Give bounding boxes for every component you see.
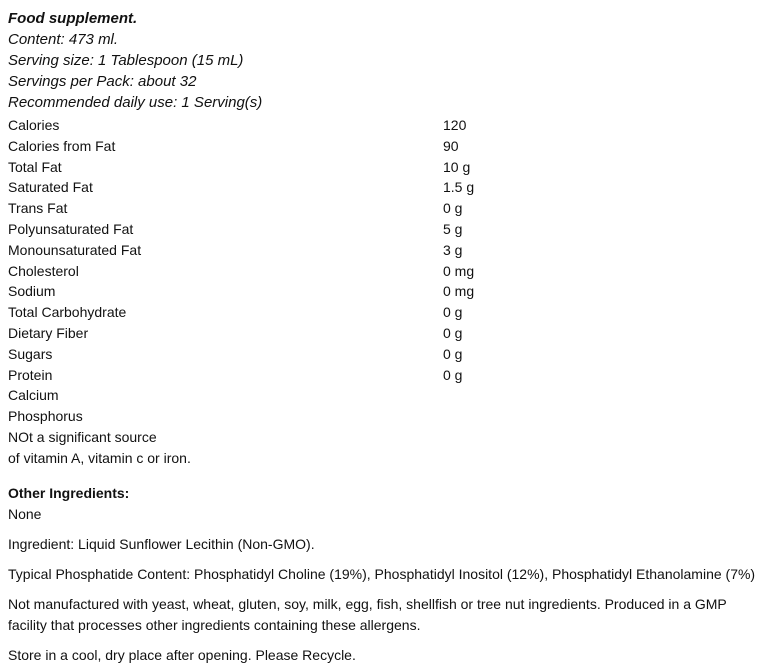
table-row bbox=[8, 365, 768, 386]
nutrient-label: Polyunsaturated Fat bbox=[8, 220, 134, 237]
nutrient-label: Protein bbox=[8, 366, 53, 383]
table-row bbox=[8, 406, 768, 427]
content-line: Content: 473 ml. bbox=[8, 31, 119, 48]
nutrient-value: 0 g bbox=[443, 200, 463, 217]
nutrient-value: 120 bbox=[443, 117, 467, 133]
nutrient-value: 90 bbox=[443, 137, 459, 154]
nutrient-value: 5 g bbox=[443, 220, 463, 237]
phosphatide-content-paragraph: Typical Phosphatide Content: Phosphatidyl Choline (19%), Phosphatidyl Inositol (12%), Phosphatidyl Ethanolamine (7%) bbox=[8, 565, 756, 582]
other-ingredients-section bbox=[8, 483, 768, 525]
nutrient-label: Sodium bbox=[8, 283, 56, 300]
table-row bbox=[8, 115, 768, 136]
other-ingredients-value: None bbox=[8, 505, 42, 522]
supplement-intro bbox=[8, 8, 768, 113]
nutrient-value bbox=[443, 406, 768, 427]
table-row bbox=[8, 261, 768, 282]
nutrient-value: 0 g bbox=[443, 304, 463, 321]
nutrient-label: Phosphorus bbox=[8, 408, 83, 425]
table-row bbox=[8, 177, 768, 198]
nutrient-label: Calories from Fat bbox=[8, 137, 116, 154]
table-row bbox=[8, 240, 768, 261]
nutrient-label: Calcium bbox=[8, 387, 59, 404]
supplement-title: Food supplement. bbox=[8, 10, 138, 27]
nutrient-label: Total Fat bbox=[8, 158, 62, 175]
nutrient-label: Trans Fat bbox=[8, 200, 68, 217]
table-row bbox=[8, 157, 768, 178]
ingredient-paragraph: Ingredient: Liquid Sunflower Lecithin (Non-GMO). bbox=[8, 535, 315, 552]
allergen-notice-paragraph: Not manufactured with yeast, wheat, gluten, soy, milk, egg, fish, shellfish or tree nut ingredients. Produced in a GMP facility that processes other ingredients containing these allergens. bbox=[8, 595, 727, 633]
serving-size-line: Serving size: 1 Tablespoon (15 mL) bbox=[8, 52, 244, 69]
table-row bbox=[8, 344, 768, 365]
table-row bbox=[8, 198, 768, 219]
nutrient-value: 0 g bbox=[443, 324, 463, 341]
nutrient-value: 0 mg bbox=[443, 262, 475, 279]
servings-per-pack-line: Servings per Pack: about 32 bbox=[8, 73, 197, 90]
recommended-daily-use-line: Recommended daily use: 1 Serving(s) bbox=[8, 94, 263, 111]
nutrient-label: Total Carbohydrate bbox=[8, 304, 127, 321]
not-significant-source-line2: of vitamin A, vitamin c or iron. bbox=[8, 449, 191, 466]
nutrient-value: 3 g bbox=[443, 241, 463, 258]
nutrient-value: 10 g bbox=[443, 158, 471, 175]
nutrient-label: Dietary Fiber bbox=[8, 324, 89, 341]
other-ingredients-heading: Other Ingredients: bbox=[8, 484, 130, 501]
nutrient-value: 0 g bbox=[443, 345, 463, 362]
nutrient-value bbox=[443, 385, 768, 406]
table-row bbox=[8, 281, 768, 302]
nutrient-value: 1.5 g bbox=[443, 179, 475, 196]
table-row bbox=[8, 385, 768, 406]
nutrient-label: Cholesterol bbox=[8, 262, 79, 279]
not-significant-source-line1: NOt a significant source bbox=[8, 428, 157, 445]
nutrient-label: Sugars bbox=[8, 345, 53, 362]
nutrition-table bbox=[8, 115, 768, 469]
nutrient-label: Saturated Fat bbox=[8, 179, 93, 196]
nutrient-label: Monounsaturated Fat bbox=[8, 241, 142, 258]
storage-instructions-paragraph: Store in a cool, dry place after opening. Please Recycle. bbox=[8, 646, 356, 663]
nutrient-label: Calories bbox=[8, 117, 60, 133]
table-row bbox=[8, 323, 768, 344]
table-row bbox=[8, 219, 768, 240]
nutrient-value: 0 g bbox=[443, 366, 463, 383]
table-row bbox=[8, 302, 768, 323]
nutrient-value: 0 mg bbox=[443, 283, 475, 300]
table-row bbox=[8, 136, 768, 157]
